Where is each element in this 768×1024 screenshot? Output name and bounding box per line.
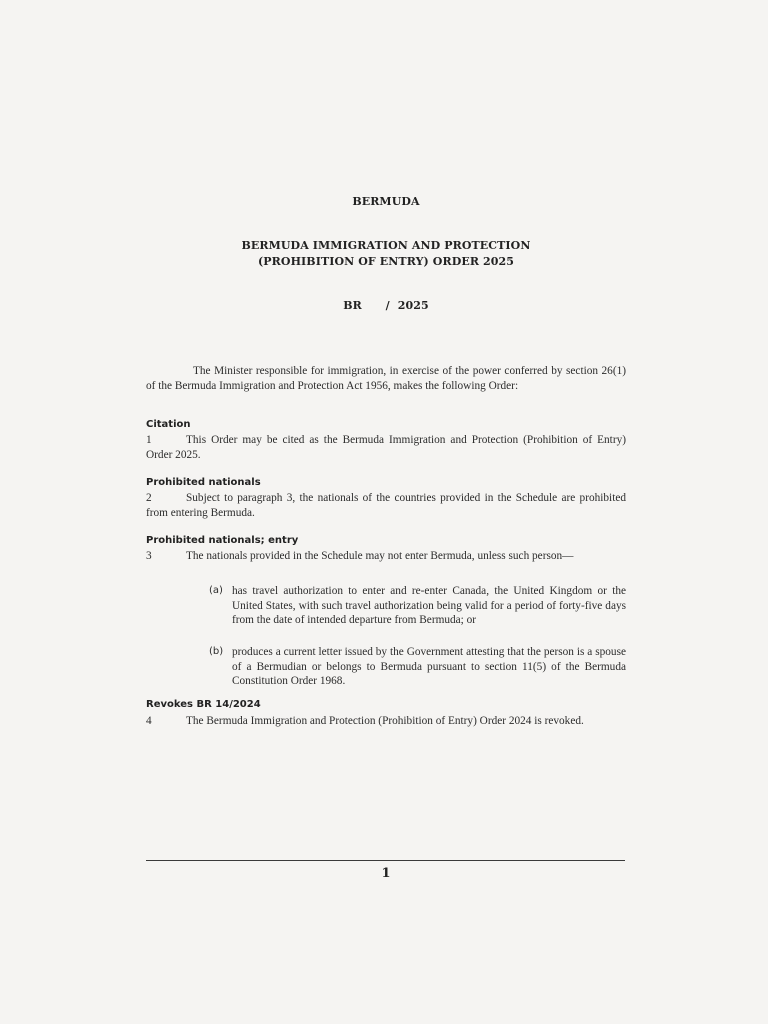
section-4 — [146, 714, 626, 729]
section-heading-prohibited-nationals: Prohibited nationals — [146, 477, 261, 488]
section-3-item-a — [209, 584, 626, 628]
br-number: BR / 2025 — [343, 299, 429, 312]
item-text: has travel authorization to enter and re-enter Canada, the United Kingdom or the United States, with such travel authorization being valid for a period of forty-five days from the date of intended departure from Bermuda; or — [232, 585, 626, 626]
section-number: 1 — [146, 434, 152, 446]
section-heading-revokes: Revokes BR 14/2024 — [146, 699, 261, 710]
section-text: The Bermuda Immigration and Protection (Prohibition of Entry) Order 2024 is revoked. — [186, 715, 584, 727]
section-text: This Order may be cited as the Bermuda Immigration and Protection (Prohibition of Entry) Order 2025. — [146, 434, 626, 461]
section-2 — [146, 491, 626, 520]
document-title-line-1: BERMUDA IMMIGRATION AND PROTECTION — [241, 239, 531, 252]
item-label: (b) — [209, 646, 224, 657]
section-number: 4 — [146, 715, 152, 727]
page-number: 1 — [381, 866, 391, 881]
document-title — [146, 238, 626, 270]
item-text: produces a current letter issued by the Government attesting that the person is a spouse of a Bermudian or belongs to Bermuda pursuant to section 11(5) of the Bermuda Constitution Order 1968. — [232, 646, 626, 687]
document-title-line-2: (PROHIBITION OF ENTRY) ORDER 2025 — [257, 255, 515, 268]
item-label: (a) — [209, 585, 223, 596]
section-text: Subject to paragraph 3, the nationals of the countries provided in the Schedule are prohibited from entering Bermuda. — [146, 492, 626, 519]
section-1 — [146, 433, 626, 462]
section-3 — [146, 549, 626, 564]
document-country: BERMUDA — [352, 195, 420, 208]
section-heading-citation: Citation — [146, 419, 191, 430]
section-number: 3 — [146, 550, 152, 562]
section-3-item-b — [209, 645, 626, 689]
section-text: The nationals provided in the Schedule may not enter Bermuda, unless such person— — [186, 550, 574, 562]
preamble: The Minister responsible for immigration, in exercise of the power conferred by section 26(1) of the Bermuda Immigration and Protection Act 1956, makes the following Order: — [146, 365, 626, 392]
section-heading-prohibited-nationals-entry: Prohibited nationals; entry — [146, 535, 299, 546]
section-number: 2 — [146, 492, 152, 504]
footer-rule — [146, 860, 625, 861]
